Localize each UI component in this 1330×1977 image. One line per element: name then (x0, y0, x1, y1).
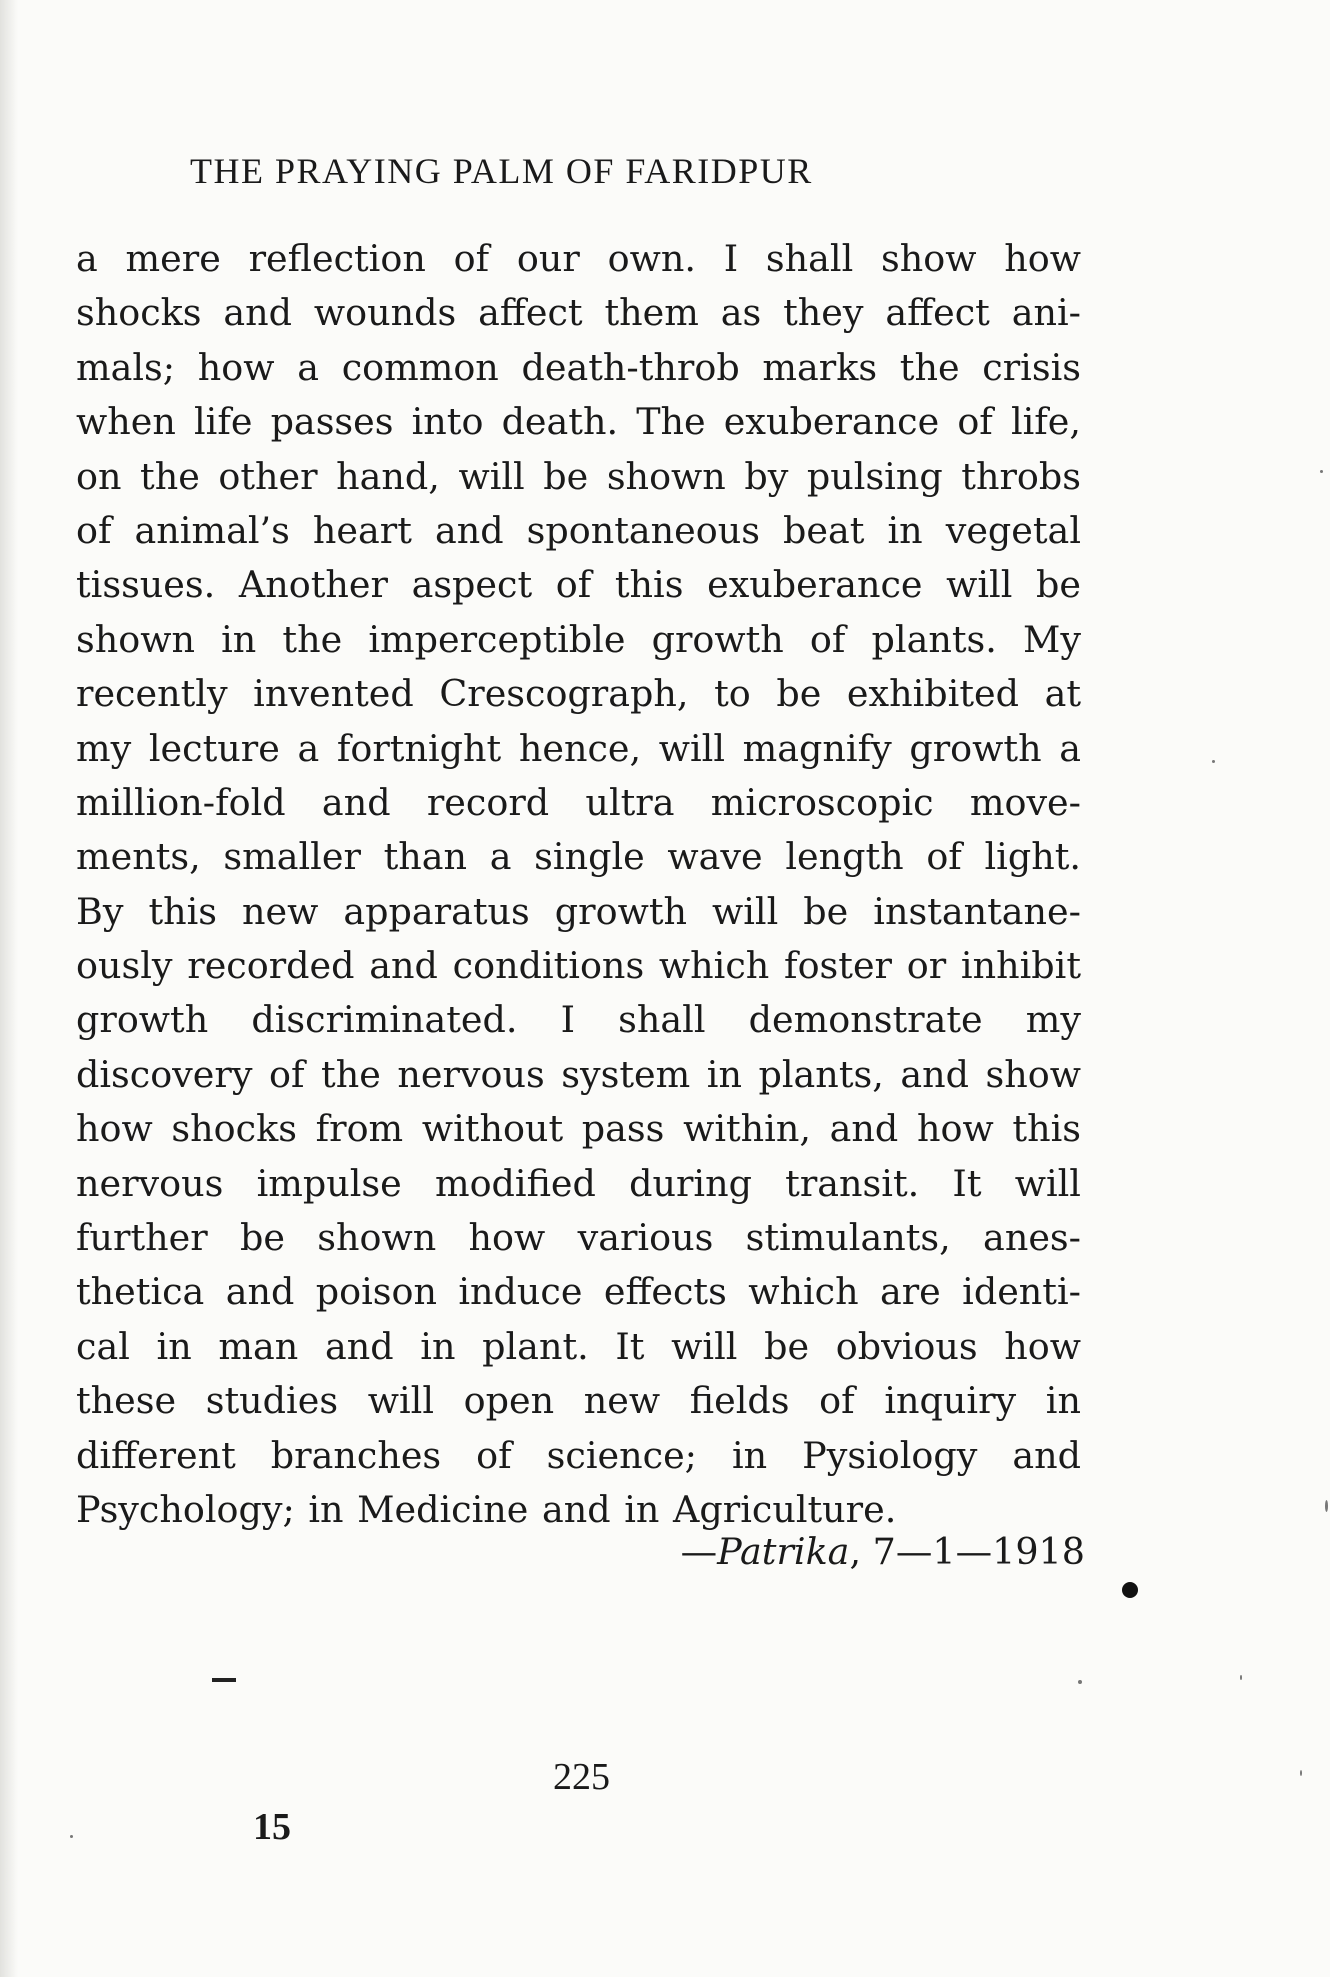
text-line: mals; how a common death-throb marks the crisis (76, 345, 1081, 389)
text-line: ously recorded and conditions which foster or inhibit (76, 944, 1081, 988)
speck (70, 1835, 73, 1838)
page-edge-shadow (0, 0, 18, 1977)
text-line: million-fold and record ultra microscopic move- (76, 780, 1081, 824)
text-line: these studies will open new fields of inquiry in (76, 1379, 1081, 1423)
text-line: growth discriminated. I shall demonstrate my (76, 998, 1081, 1042)
attribution (681, 1530, 1085, 1573)
page-number: 225 (553, 1756, 610, 1798)
text-line: on the other hand, will be shown by pulsing throbs (76, 454, 1081, 498)
attribution-source: Patrika (717, 1530, 850, 1573)
text-line: ments, smaller than a single wave length of light. (76, 835, 1081, 879)
speck (1240, 1675, 1242, 1680)
text-line: of animal’s heart and spontaneous beat in vegetal (76, 508, 1081, 552)
text-line: when life passes into death. The exuberance of life, (76, 400, 1081, 444)
text-line: cal in man and in plant. It will be obvious how (76, 1324, 1081, 1368)
signature-mark: 15 (253, 1806, 291, 1848)
ink-blot (1122, 1582, 1138, 1598)
speck (1212, 760, 1215, 763)
text-line: further be shown how various stimulants, anes- (76, 1216, 1081, 1260)
speck (1325, 1500, 1328, 1512)
text-line: Psychology; in Medicine and in Agriculture. (76, 1487, 897, 1531)
speck (1078, 1680, 1082, 1684)
text-line: shocks and wounds affect them as they affect ani- (76, 291, 1081, 335)
text-line: By this new apparatus growth will be instantane- (76, 889, 1081, 933)
text-line: shown in the imperceptible growth of plants. My (76, 617, 1081, 661)
stray-mark (212, 1678, 236, 1682)
speck (1300, 1770, 1302, 1776)
text-line: how shocks from without pass within, and how this (76, 1107, 1081, 1151)
text-line: nervous impulse modified during transit. It will (76, 1161, 1081, 1205)
text-line: discovery of the nervous system in plants, and show (76, 1052, 1081, 1096)
running-head: THE PRAYING PALM OF FARIDPUR (190, 151, 813, 191)
attribution-date: , 7—1—1918 (849, 1530, 1085, 1573)
text-line: recently invented Crescograph, to be exhibited at (76, 672, 1081, 716)
text-line: different branches of science; in Pysiology and (76, 1433, 1081, 1477)
text-line: my lecture a fortnight hence, will magnify growth a (76, 726, 1081, 770)
attribution-dash: — (680, 1530, 718, 1573)
text-line: thetica and poison induce effects which are identi- (76, 1270, 1081, 1314)
text-line: tissues. Another aspect of this exuberance will be (76, 563, 1081, 607)
body-text (76, 232, 1081, 1537)
speck (1320, 470, 1323, 473)
text-line: a mere reflection of our own. I shall show how (76, 237, 1081, 280)
